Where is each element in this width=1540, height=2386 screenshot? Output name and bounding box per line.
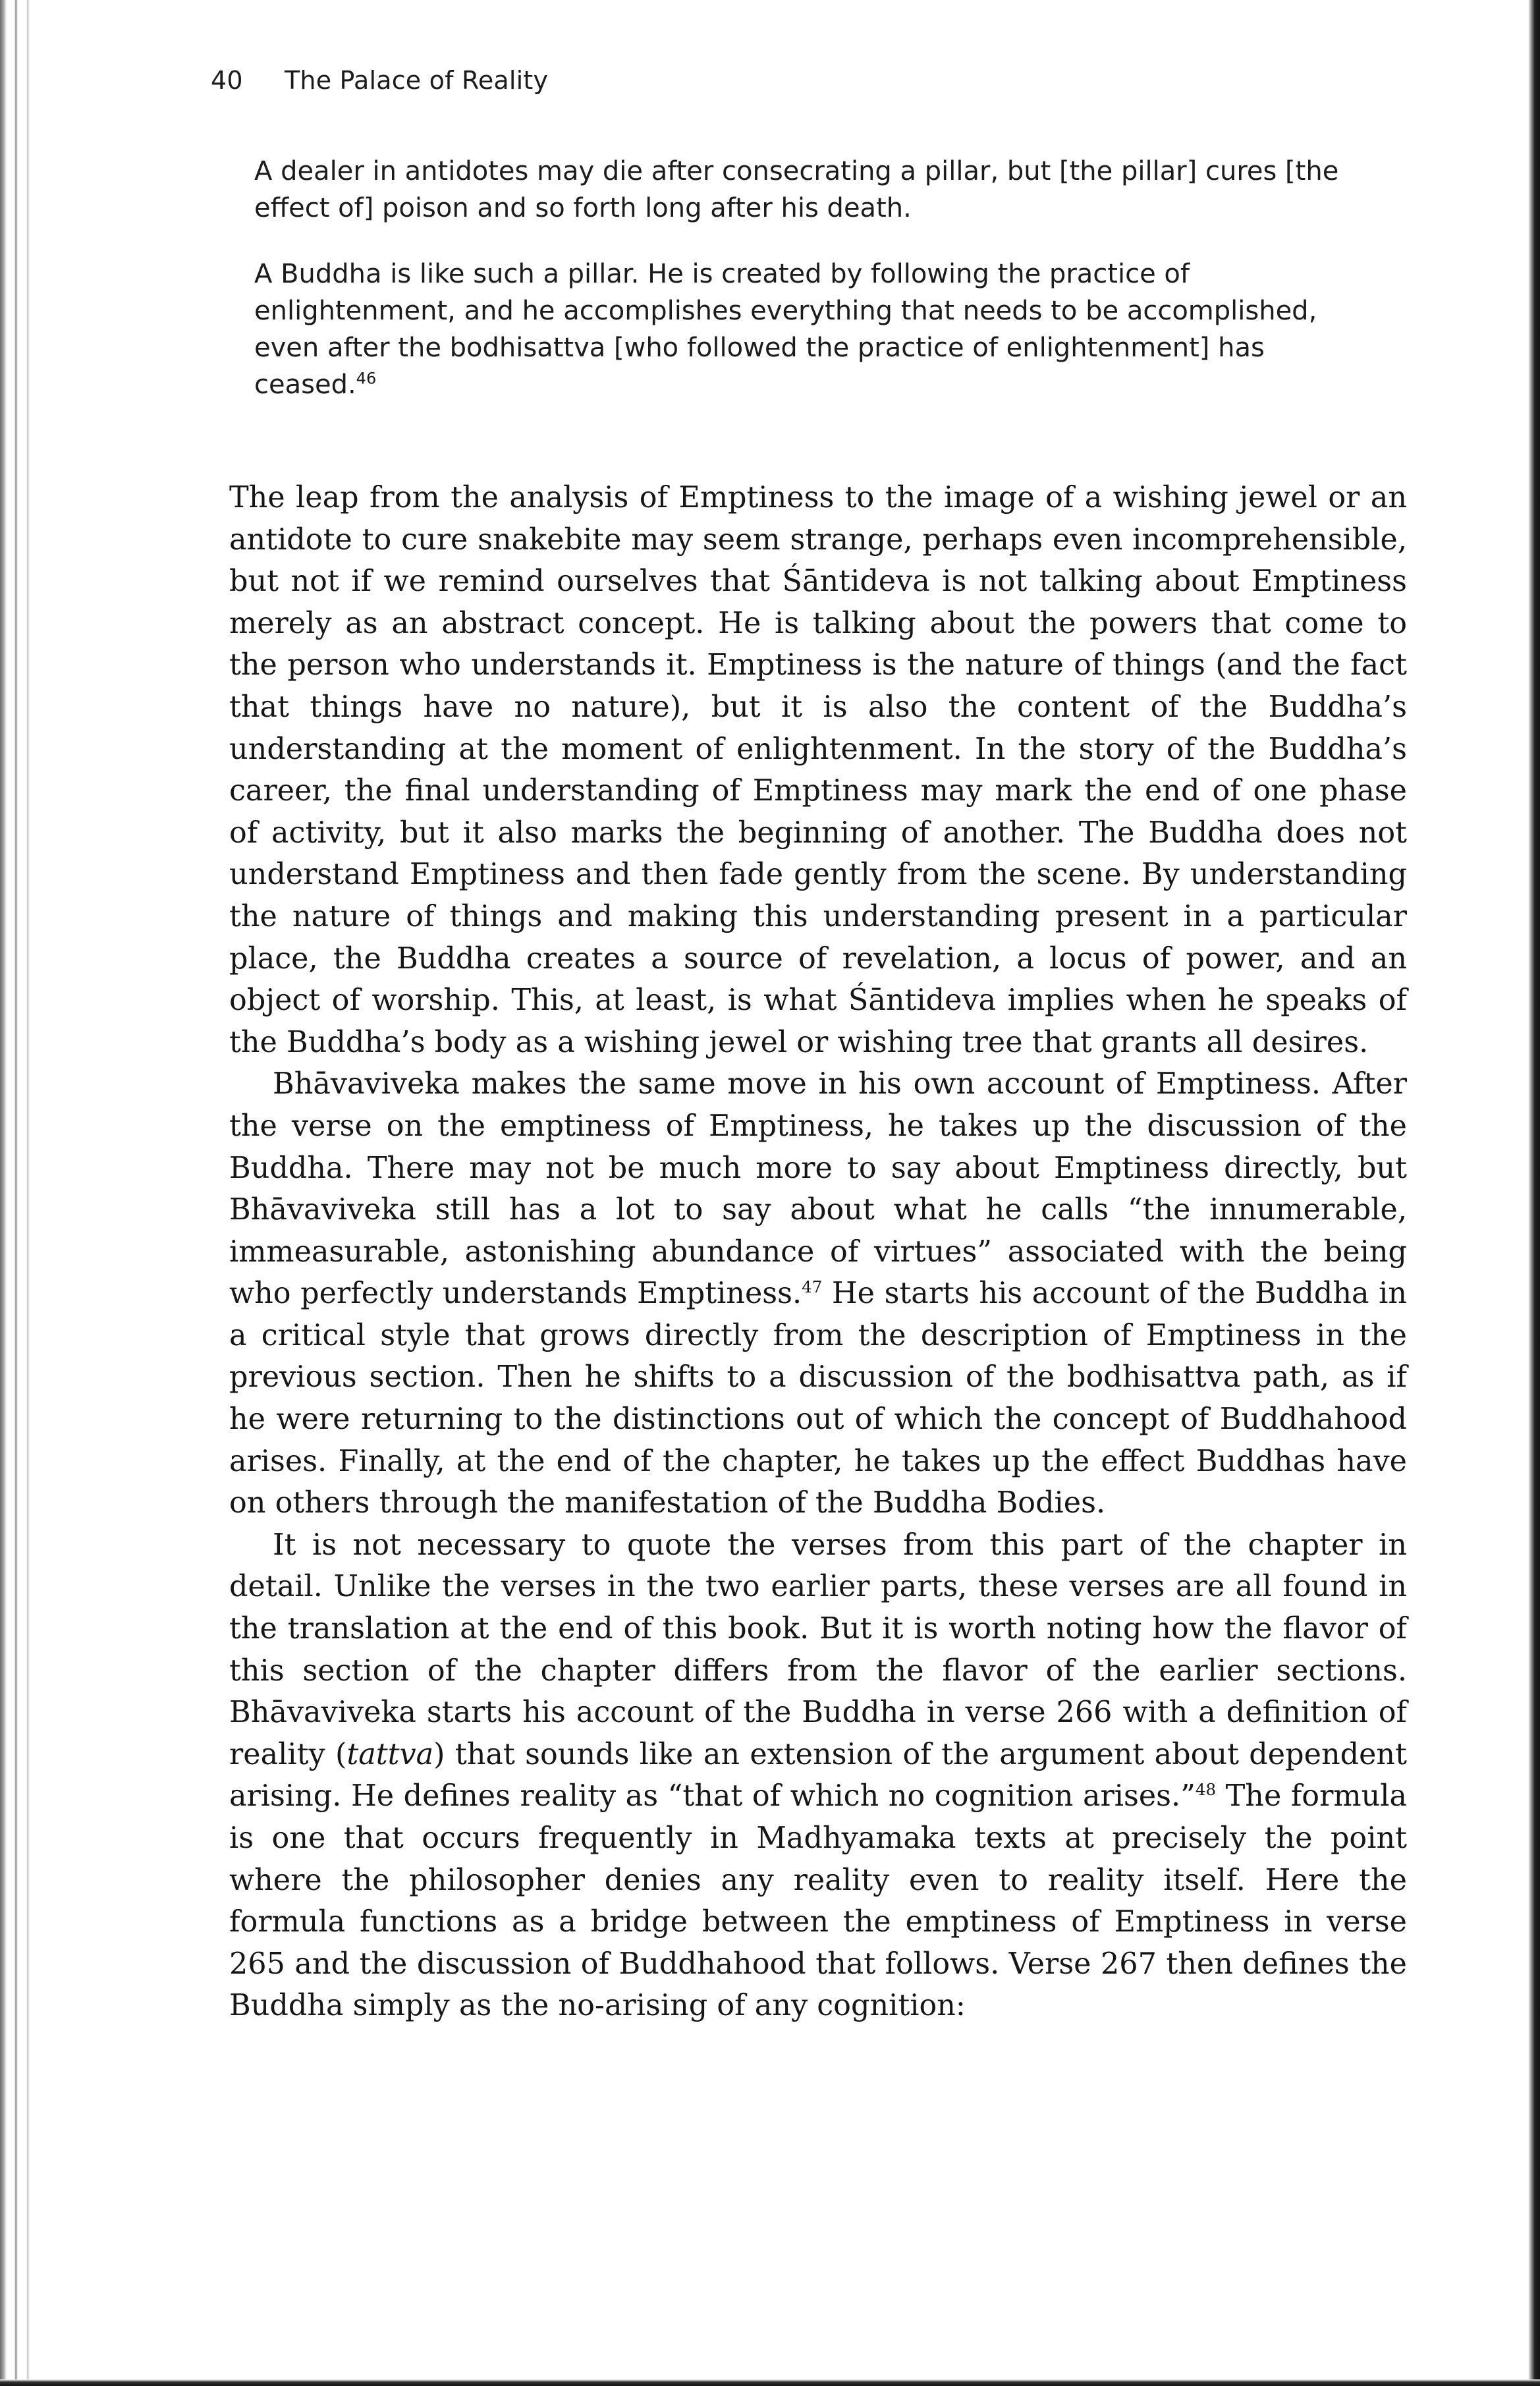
- footnote-ref-47: 47: [802, 1277, 823, 1297]
- body-paragraph-3: [229, 1524, 1407, 2027]
- running-head-title: The Palace of Reality: [285, 66, 549, 95]
- running-head: [211, 66, 548, 95]
- term-tattva: tattva: [346, 1737, 434, 1771]
- body-paragraph-3-part-b: ) that sounds like an extension of the argument about dependent arising. He defines reality as “that of which no cognition arises.”: [229, 1737, 1407, 1814]
- body-paragraph-2-part-a: Bhāvaviveka makes the same move in his own account of Emptiness. After the verse on the emptiness of Emptiness, he takes up the discussion of the Buddha. There may not be much more to say about Emptiness directly, but Bhāvaviveka still has a lot to say about what he calls “the innumerable, immeasurable, astonishing abundance of virtues” associated with the being who perfectly understands Emptiness.: [229, 1067, 1407, 1311]
- body-text: [229, 477, 1407, 2027]
- body-paragraph-1: The leap from the analysis of Emptiness to the image of a wishing jewel or an antidote to cure snakebite may seem strange, perhaps even incomprehensible, but not if we remind ourselves that Śāntideva is not talking about Emptiness merely as an abstract concept. He is talking about the powers that come to the person who understands it. Emptiness is the nature of things (and the fact that things have no nature), but it is also the content of the Buddha’s understanding at the moment of enlightenment. In the story of the Buddha’s career, the final understanding of Emptiness may mark the end of one phase of activity, but it also marks the beginning of another. The Buddha does not understand Emptiness and then fade gently from the scene. By understanding the nature of things and making this understanding present in a particular place, the Buddha creates a source of revelation, a locus of power, and an object of worship. This, at least, is what Śāntideva implies when he speaks of the Buddha’s body as a wishing jewel or wishing tree that grants all desires.: [229, 481, 1407, 1059]
- body-paragraph-2-part-b: He starts his account of the Buddha in a critical style that grows directly from the description of Emptiness in the previous section. Then he shifts to a discussion of the bodhisattva path, as if he were returning to the distinctions out of which the concept of Buddhahood arises. Finally, at the end of the chapter, he takes up the effect Buddhas have on others through the manifestation of the Buddha Bodies.: [229, 1277, 1407, 1520]
- footnote-ref-46: 46: [356, 369, 377, 388]
- body-paragraph-3-part-c: The formula is one that occurs frequently in Madhyamaka texts at precisely the point where the philosopher denies any reality even to reality itself. Here the formula functions as a bridge between the emptiness of Emptiness in verse 265 and the discussion of Buddhahood that follows. Verse 267 then defines the Buddha simply as the no-arising of any cognition:: [229, 1779, 1407, 2023]
- body-paragraph-3-part-a: It is not necessary to quote the verses from this part of the chapter in detail. Unlike the verses in the two earlier parts, these verses are all found in the translation at the end of this book. But it is worth noting how the flavor of this section of the chapter differs from the flavor of the earlier sections. Bhāvaviveka starts his account of the Buddha in verse 266 with a definition of reality (: [229, 1528, 1407, 1771]
- footnote-ref-48: 48: [1195, 1780, 1217, 1800]
- block-quote-paragraph-2-text: A Buddha is like such a pillar. He is created by following the practice of enlightenment, and he accomplishes everything that needs to be accomplished, even after the bodhisattva [who followed the practice of enlightenment] has ceased.: [254, 259, 1317, 400]
- body-paragraph-2: [229, 1063, 1407, 1524]
- block-quote: [254, 153, 1377, 403]
- block-quote-paragraph-2: [254, 256, 1377, 403]
- block-quote-paragraph-1: A dealer in antidotes may die after consecrating a pillar, but [the pillar] cures [the effect of] poison and so forth long after his death.: [254, 156, 1339, 223]
- page-number: 40: [211, 66, 243, 95]
